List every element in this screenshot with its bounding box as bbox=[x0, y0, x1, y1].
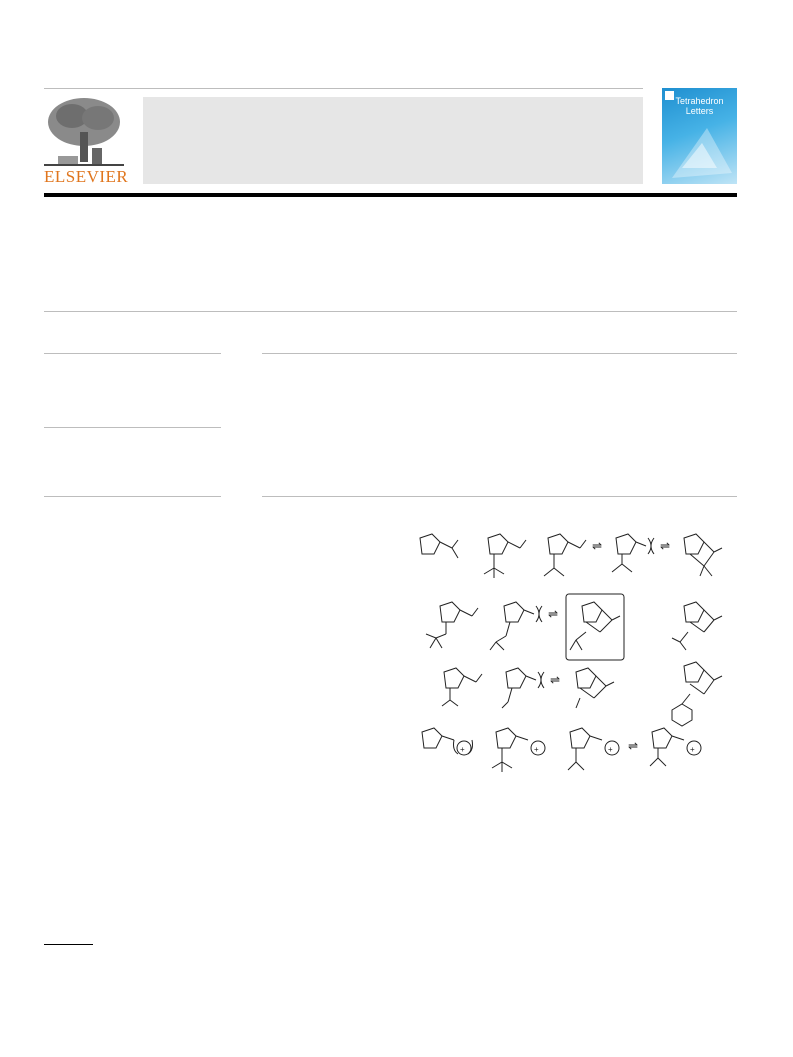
row2-compound-2 bbox=[490, 602, 542, 650]
row3-compound-4 bbox=[672, 662, 722, 726]
reaction-scheme-figure bbox=[410, 518, 740, 778]
abstract-top-rule bbox=[262, 353, 737, 354]
article-info-rule-3 bbox=[44, 496, 221, 497]
row4-compound-2 bbox=[492, 728, 545, 772]
svg-text:+: + bbox=[460, 745, 465, 754]
abstract-bottom-rule bbox=[262, 496, 737, 497]
equilibrium-arrow-4: ⇌ bbox=[550, 673, 561, 687]
article-info-rule-2 bbox=[44, 427, 221, 428]
journal-cover-image bbox=[662, 88, 737, 184]
footnote-rule bbox=[44, 944, 93, 945]
row3-compound-2 bbox=[502, 668, 544, 708]
equilibrium-arrow-5: ⇌ bbox=[628, 739, 639, 753]
row1-compound-3 bbox=[544, 534, 586, 576]
article-info-top-rule bbox=[44, 311, 737, 312]
header-bottom-rule bbox=[44, 193, 737, 197]
row4-compound-3 bbox=[568, 728, 619, 770]
article-info-rule-1 bbox=[44, 353, 221, 354]
row4-compound-1 bbox=[422, 728, 473, 755]
row2-compound-4 bbox=[672, 602, 722, 650]
equilibrium-arrow-1: ⇌ bbox=[592, 539, 603, 553]
row1-compound-1 bbox=[420, 534, 458, 558]
svg-text:+: + bbox=[690, 745, 695, 754]
row1-compound-4 bbox=[612, 534, 654, 572]
row2-boxed-compound bbox=[570, 602, 620, 650]
elsevier-tree-logo bbox=[44, 96, 124, 170]
row4-compound-4 bbox=[650, 728, 701, 766]
header-top-rule bbox=[44, 88, 643, 89]
row3-compound-1 bbox=[442, 668, 482, 706]
cover-graphic bbox=[662, 118, 737, 184]
svg-text:+: + bbox=[608, 745, 613, 754]
equilibrium-arrow-2: ⇌ bbox=[660, 539, 671, 553]
row1-compound-2 bbox=[484, 534, 526, 578]
elsevier-wordmark: ELSEVIER bbox=[44, 167, 129, 186]
svg-text:+: + bbox=[534, 745, 539, 754]
row3-compound-3 bbox=[576, 668, 614, 708]
boxed-intermediate-frame bbox=[566, 594, 624, 660]
cover-title-line2: Letters bbox=[685, 106, 714, 116]
equilibrium-arrow-3: ⇌ bbox=[548, 607, 559, 621]
row2-compound-1 bbox=[426, 602, 478, 648]
cover-title-line1: Tetrahedron bbox=[675, 96, 724, 106]
journal-banner bbox=[143, 97, 643, 184]
row1-compound-5 bbox=[684, 534, 722, 576]
